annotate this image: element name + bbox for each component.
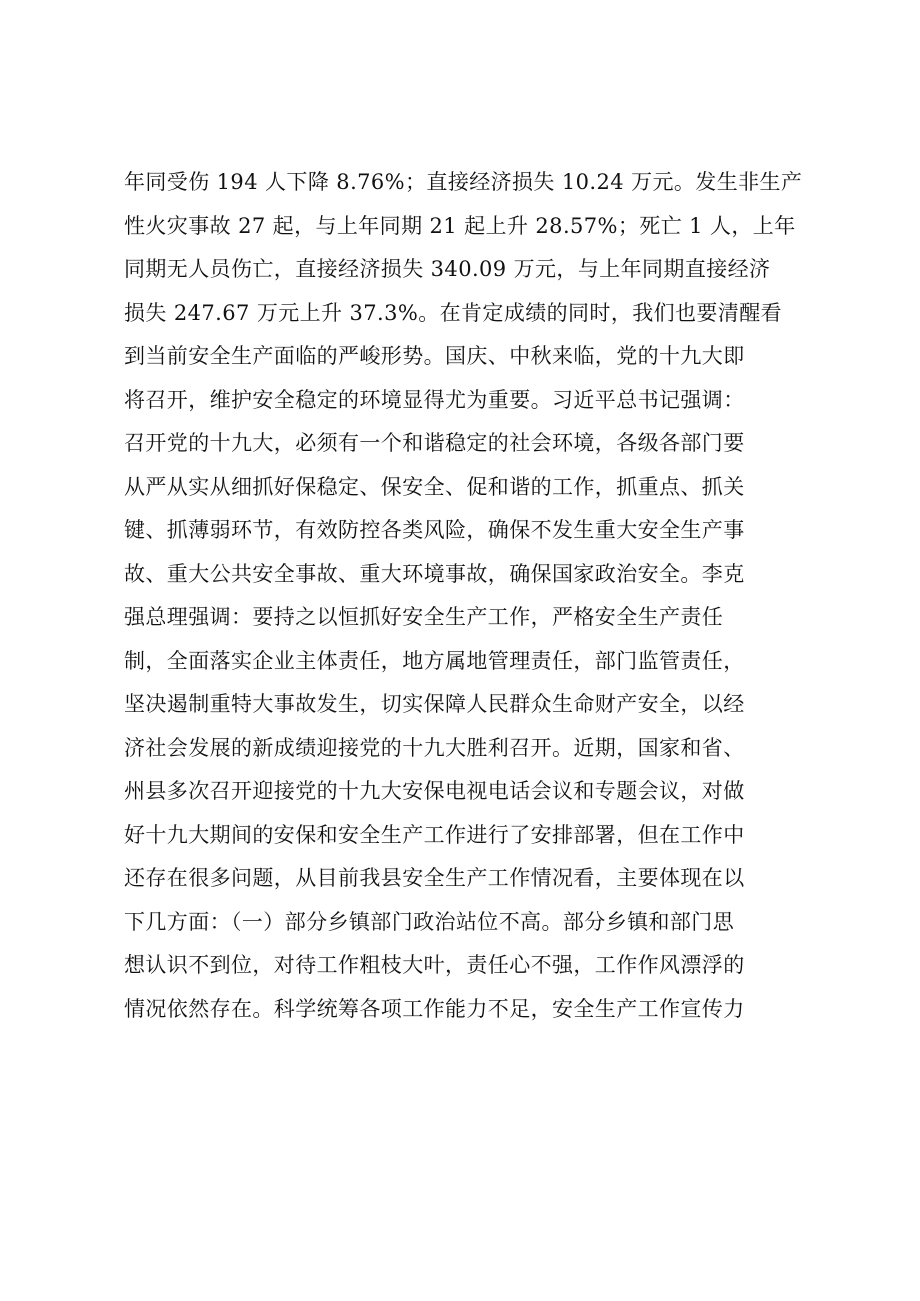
text-line: 键、抓薄弱环节，有效防控各类风险，确保不发生重大安全生产事 [124, 518, 745, 542]
text-line: 还存在很多问题，从目前我县安全生产工作情况看，主要体现在以 [124, 866, 745, 890]
text-line: 坚决遏制重特大事故发生，切实保障人民群众生命财产安全，以经 [124, 692, 745, 716]
text-line: 想认识不到位，对待工作粗枝大叶，责任心不强，工作作风漂浮的 [124, 953, 745, 977]
text-line: 制，全面落实企业主体责任，地方属地管理责任，部门监管责任， [124, 648, 745, 673]
text-line: 济社会发展的新成绩迎接党的十九大胜利召开。近期，国家和省、 [124, 735, 745, 760]
text-line: 到当前安全生产面临的严峻形势。国庆、中秋来临，党的十九大即 [124, 344, 745, 368]
text-line: 召开党的十九大，必须有一个和谐稳定的社会环境，各级各部门要 [124, 431, 745, 455]
text-line: 故、重大公共安全事故、重大环境事故，确保国家政治安全。李克 [124, 561, 745, 586]
text-line: 下几方面：（一）部分乡镇部门政治站位不高。部分乡镇和部门思 [124, 909, 735, 934]
text-line: 性火灾事故 27 起，与上年同期 21 起上升 28.57%；死亡 1 人，上年 [124, 213, 796, 238]
text-line: 同期无人员伤亡，直接经济损失 340.09 万元，与上年同期直接经济 [124, 257, 771, 281]
text-line: 从严从实从细抓好保稳定、保安全、促和谐的工作，抓重点、抓关 [124, 474, 745, 499]
text-line: 情况依然存在。科学统筹各项工作能力不足，安全生产工作宣传力 [124, 996, 745, 1021]
text-line: 州县多次召开迎接党的十九大安保电视电话会议和专题会议，对做 [124, 779, 745, 803]
text-line: 好十九大期间的安保和安全生产工作进行了安排部署，但在工作中 [124, 822, 745, 847]
body-text [124, 161, 804, 1031]
text-line: 年同受伤 194 人下降 8.76%；直接经济损失 10.24 万元。发生非生产 [124, 170, 803, 194]
text-line: 强总理强调：要持之以恒抓好安全生产工作，严格安全生产责任 [124, 605, 724, 629]
text-line: 将召开，维护安全稳定的环境显得尤为重要。习近平总书记强调： [124, 387, 745, 412]
text-line: 损失 247.67 万元上升 37.3%。在肯定成绩的同时，我们也要清醒看 [124, 300, 783, 325]
